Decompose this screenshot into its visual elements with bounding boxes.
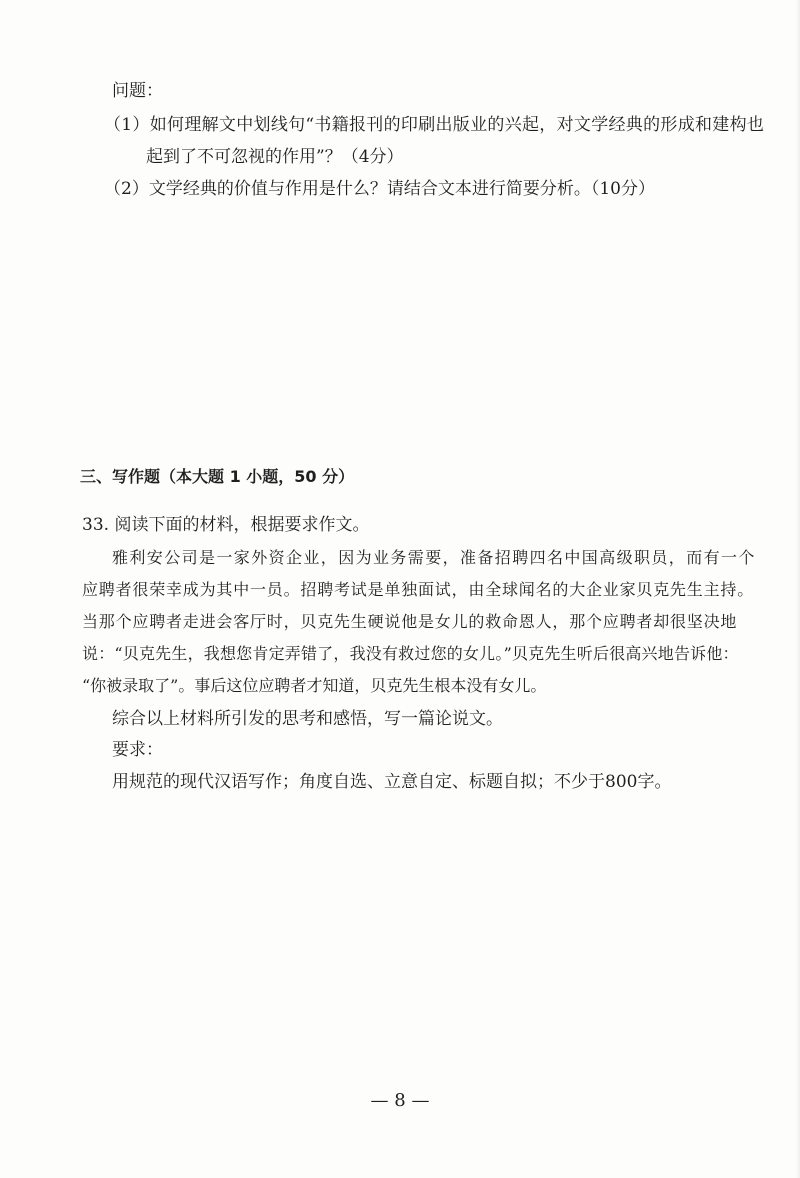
material-line-3: 当那个应聘者走进会客厅时，贝克先生硬说他是女儿的救命恩人，那个应聘者却很坚决地: [82, 612, 738, 631]
question-1-line-2: 起到了不可忽视的作用”？（4分）: [146, 147, 404, 167]
essay-prompt: 33. 阅读下面的材料，根据要求作文。: [82, 515, 370, 535]
requirements-text: 用规范的现代汉语写作；角度自选、立意自定、标题自拟；不少于800字。: [112, 772, 672, 792]
essay-instruction: 综合以上材料所引发的思考和感悟，写一篇论说文。: [112, 709, 503, 729]
material-line-4: 说：“贝克先生，我想您肯定弄错了，我没有救过您的女儿。”贝克先生听后很高兴地告诉他：: [82, 644, 739, 663]
question-2: （2）文学经典的价值与作用是什么？请结合文本进行简要分析。（10分）: [104, 179, 655, 199]
material-line-5: “你被录取了”。事后这位应聘者才知道，贝克先生根本没有女儿。: [82, 676, 547, 695]
page-edge-shadow: [796, 0, 800, 1178]
questions-label: 问题：: [112, 81, 163, 101]
page-number: — 8 —: [370, 1090, 430, 1111]
section-heading: 三、写作题（本大题 1 小题，50 分）: [80, 467, 355, 486]
material-line-1: 雅利安公司是一家外资企业，因为业务需要，准备招聘四名中国高级职员，而有一个: [112, 548, 756, 567]
question-1-line-1: （1）如何理解文中划线句“书籍报刊的印刷出版业的兴起，对文学经典的形成和建构也: [104, 115, 765, 135]
requirements-label: 要求：: [112, 740, 163, 760]
material-line-2: 应聘者很荣幸成为其中一员。招聘考试是单独面试，由全球闻名的大企业家贝克先生主持。: [82, 580, 755, 599]
